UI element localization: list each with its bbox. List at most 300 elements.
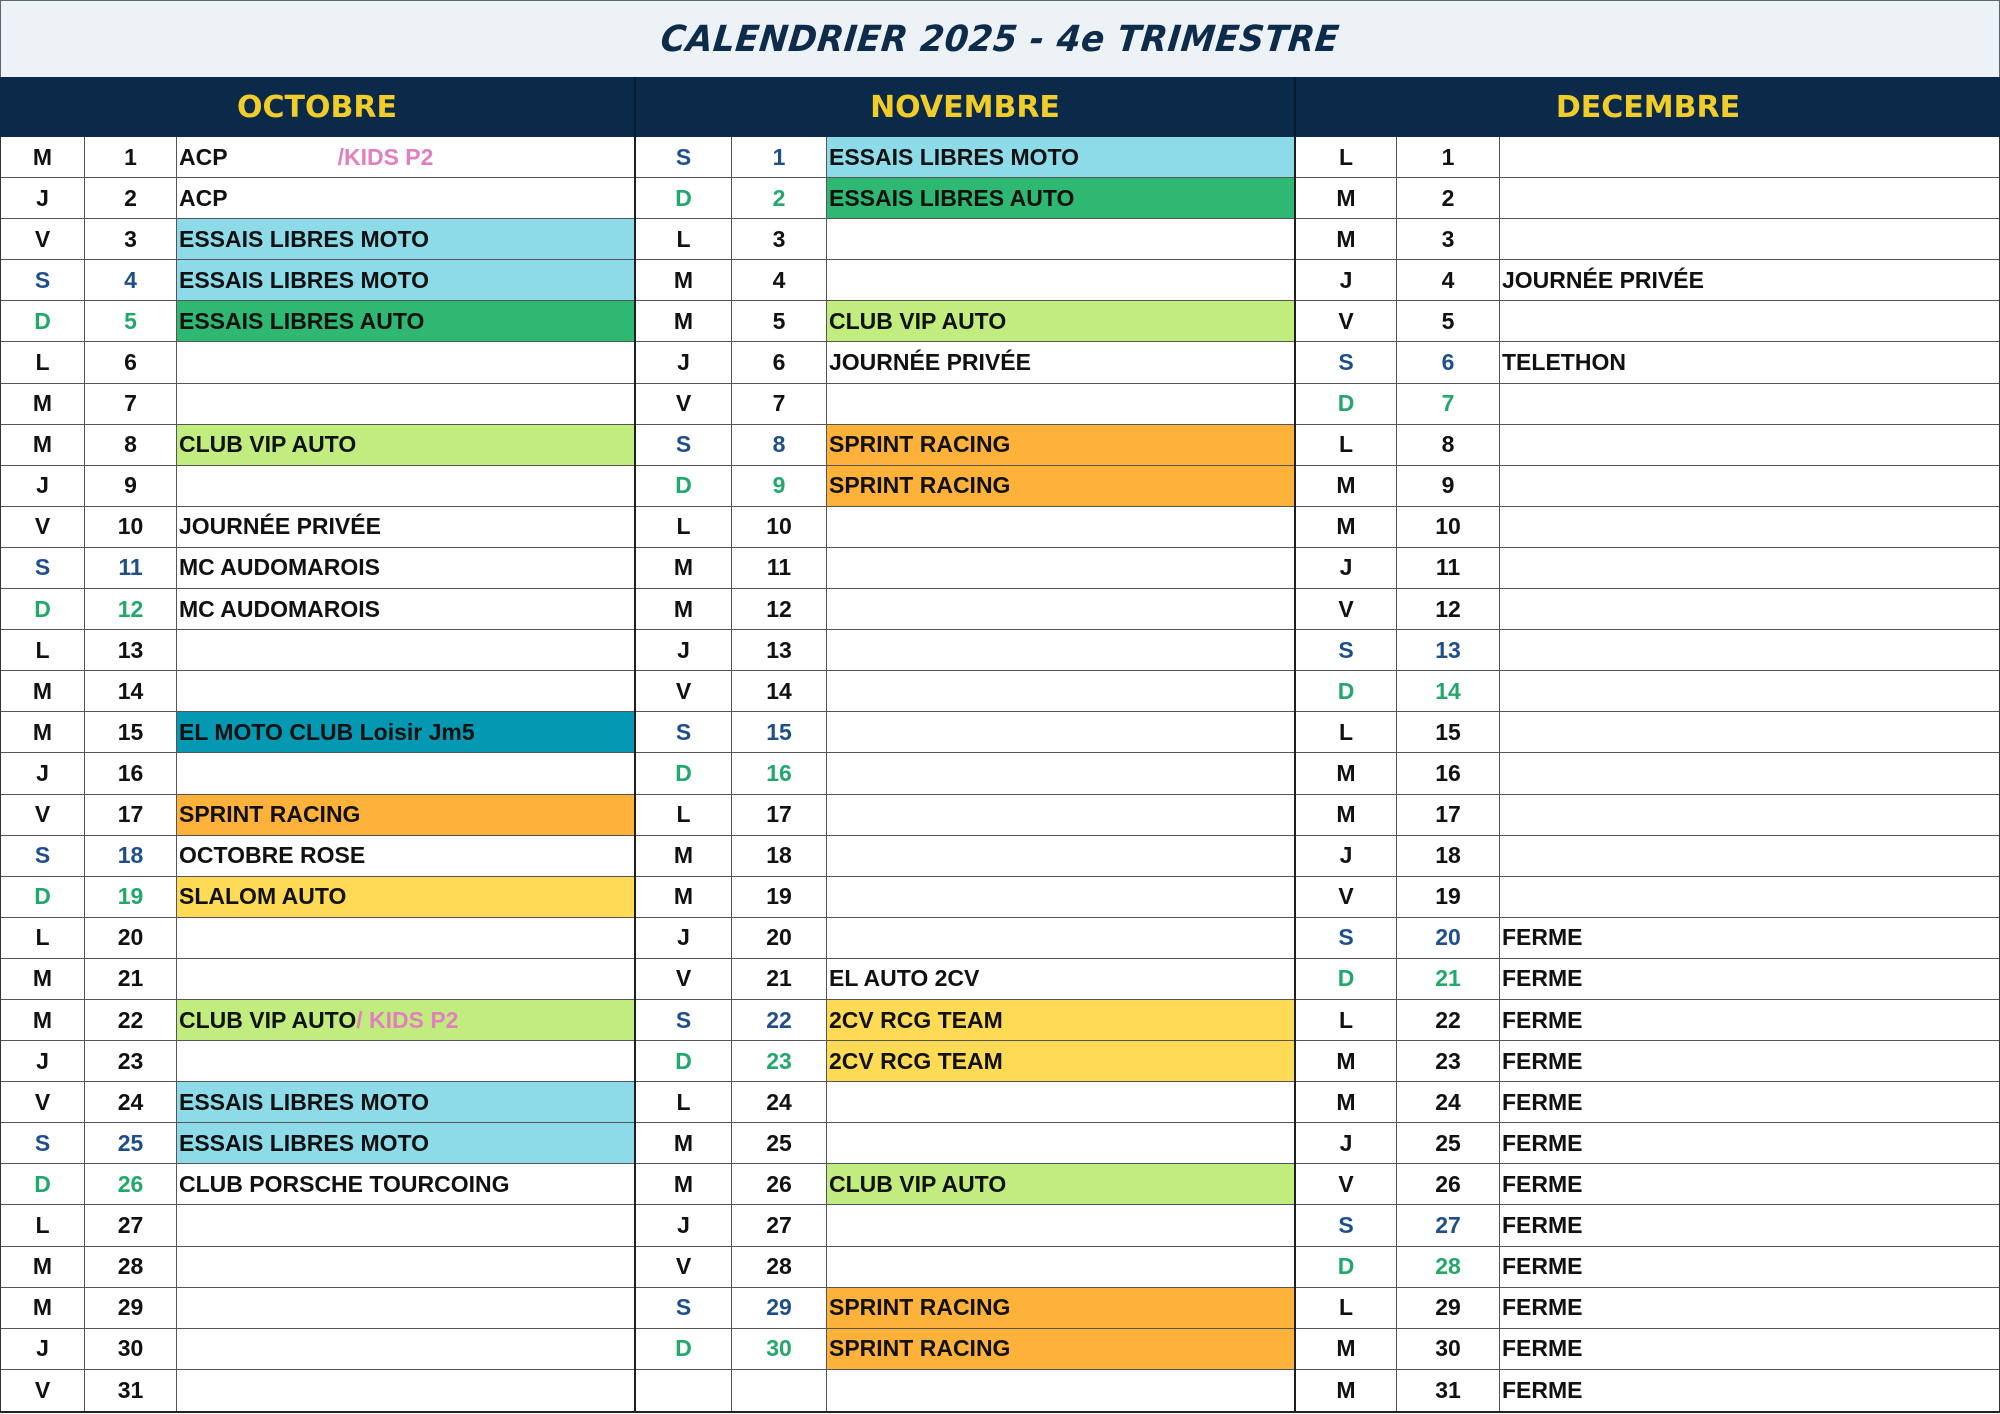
weekday-letter: V [1, 1370, 85, 1411]
day-number: 27 [1397, 1205, 1500, 1245]
event-cell [1500, 1329, 1999, 1369]
event-cell [1500, 712, 1999, 752]
event-label: CLUB VIP AUTO [179, 431, 357, 458]
day-row [1, 507, 634, 548]
weekday-letter: S [636, 425, 732, 465]
weekday-letter: J [1, 466, 85, 506]
weekday-letter: V [1296, 877, 1397, 917]
kids-p2-label: / KIDS P2 [356, 1006, 459, 1033]
day-number: 29 [732, 1288, 827, 1328]
event-cell [827, 384, 1294, 424]
day-number: 2 [1397, 178, 1500, 218]
day-number: 17 [85, 795, 177, 835]
event-cell [827, 1082, 1294, 1122]
day-number: 23 [1397, 1041, 1500, 1081]
weekday-letter: M [1, 712, 85, 752]
event-cell [1500, 589, 1999, 629]
day-number: 8 [1397, 425, 1500, 465]
weekday-letter: L [1296, 1288, 1397, 1328]
weekday-letter: M [1296, 219, 1397, 259]
weekday-letter: V [636, 1247, 732, 1287]
weekday-letter: M [1296, 1370, 1397, 1411]
event-label: EL MOTO CLUB Loisir Jm5 [179, 718, 475, 745]
day-row [1296, 1247, 1999, 1288]
day-row [636, 836, 1294, 877]
event-cell [827, 260, 1294, 300]
weekday-letter: M [1, 425, 85, 465]
event-cell [827, 1000, 1294, 1040]
day-row [1, 1123, 634, 1164]
day-number: 12 [732, 589, 827, 629]
weekday-letter: J [636, 918, 732, 958]
event-cell [827, 1164, 1294, 1204]
event-cell [1500, 137, 1999, 177]
event-label: ESSAIS LIBRES AUTO [179, 307, 425, 334]
event-cell [177, 630, 634, 670]
day-row [1, 1247, 634, 1288]
weekday-letter: D [1296, 1247, 1397, 1287]
event-cell [177, 384, 634, 424]
event-label: OCTOBRE ROSE [179, 842, 366, 869]
day-number: 16 [732, 753, 827, 793]
event-cell [827, 795, 1294, 835]
event-label: FERME [1502, 1088, 1583, 1115]
day-number: 28 [85, 1247, 177, 1287]
day-number: 24 [1397, 1082, 1500, 1122]
day-number: 15 [1397, 712, 1500, 752]
weekday-letter: V [1296, 301, 1397, 341]
day-row [636, 301, 1294, 342]
day-number: 10 [732, 507, 827, 547]
event-label: SPRINT RACING [829, 472, 1011, 499]
weekday-letter: V [1, 1082, 85, 1122]
event-cell [177, 425, 634, 465]
event-cell [177, 836, 634, 876]
month-header-row [0, 77, 2000, 137]
day-number: 3 [732, 219, 827, 259]
event-label: 2CV RCG TEAM [829, 1047, 1003, 1074]
weekday-letter: J [1, 178, 85, 218]
day-row [636, 1000, 1294, 1041]
event-cell [1500, 1000, 1999, 1040]
weekday-letter: S [636, 712, 732, 752]
day-row [1296, 589, 1999, 630]
day-row [1, 1000, 634, 1041]
day-row [1, 630, 634, 671]
kids-p2-label: /KIDS P2 [337, 143, 434, 170]
event-label: SPRINT RACING [829, 431, 1011, 458]
day-row [636, 1082, 1294, 1123]
event-cell [177, 137, 634, 177]
event-cell [177, 1123, 634, 1163]
month-column-octobre [0, 137, 636, 1411]
day-number: 2 [85, 178, 177, 218]
weekday-letter [636, 1370, 732, 1411]
weekday-letter: M [1, 1247, 85, 1287]
day-number: 13 [85, 630, 177, 670]
event-cell [1500, 1123, 1999, 1163]
day-row [1296, 836, 1999, 877]
event-cell [177, 507, 634, 547]
event-cell [177, 178, 634, 218]
event-cell [177, 260, 634, 300]
day-number: 1 [732, 137, 827, 177]
day-row [1, 137, 634, 178]
day-row [636, 1041, 1294, 1082]
day-row [1, 301, 634, 342]
day-number: 5 [732, 301, 827, 341]
day-number: 19 [732, 877, 827, 917]
weekday-letter: M [636, 548, 732, 588]
event-cell [1500, 753, 1999, 793]
weekday-letter: M [1296, 507, 1397, 547]
day-row [636, 1247, 1294, 1288]
weekday-letter: S [1296, 342, 1397, 382]
event-cell [827, 918, 1294, 958]
weekday-letter: M [1, 384, 85, 424]
weekday-letter: V [636, 384, 732, 424]
day-number: 20 [732, 918, 827, 958]
day-number: 11 [732, 548, 827, 588]
event-label: FERME [1502, 1129, 1583, 1156]
weekday-letter: L [1, 342, 85, 382]
weekday-letter: V [1296, 1164, 1397, 1204]
weekday-letter: J [1, 1329, 85, 1369]
day-number: 22 [1397, 1000, 1500, 1040]
weekday-letter: J [1296, 260, 1397, 300]
weekday-letter: M [636, 260, 732, 300]
event-label: SLALOM AUTO [179, 883, 347, 910]
day-number: 11 [85, 548, 177, 588]
event-cell [827, 301, 1294, 341]
weekday-letter: S [1, 1123, 85, 1163]
day-number: 17 [1397, 795, 1500, 835]
day-number: 4 [1397, 260, 1500, 300]
day-number: 15 [85, 712, 177, 752]
event-label: JOURNÉE PRIVÉE [1502, 266, 1704, 293]
event-cell [827, 1205, 1294, 1245]
event-cell [827, 1329, 1294, 1369]
event-cell [827, 1123, 1294, 1163]
day-number: 9 [85, 466, 177, 506]
weekday-letter: M [1, 959, 85, 999]
day-row [1, 671, 634, 712]
weekday-letter: D [1296, 959, 1397, 999]
event-label: JOURNÉE PRIVÉE [179, 513, 381, 540]
event-cell [1500, 836, 1999, 876]
event-label: FERME [1502, 1006, 1583, 1033]
day-number: 7 [85, 384, 177, 424]
day-row [636, 137, 1294, 178]
day-number: 12 [85, 589, 177, 629]
day-number: 23 [85, 1041, 177, 1081]
day-number: 10 [85, 507, 177, 547]
event-cell [827, 753, 1294, 793]
event-label: FERME [1502, 965, 1583, 992]
title-band [0, 0, 2000, 77]
event-cell [827, 342, 1294, 382]
day-number: 15 [732, 712, 827, 752]
event-cell [1500, 466, 1999, 506]
event-cell [1500, 795, 1999, 835]
day-number: 25 [1397, 1123, 1500, 1163]
weekday-letter: J [636, 342, 732, 382]
day-number: 4 [85, 260, 177, 300]
day-row [636, 342, 1294, 383]
day-number: 31 [85, 1370, 177, 1411]
weekday-letter: J [1296, 836, 1397, 876]
weekday-letter: M [1296, 795, 1397, 835]
event-cell [1500, 507, 1999, 547]
weekday-letter: M [1296, 1041, 1397, 1081]
day-row [636, 260, 1294, 301]
weekday-letter: M [1296, 1082, 1397, 1122]
weekday-letter: M [1296, 466, 1397, 506]
day-row [1296, 342, 1999, 383]
event-cell [827, 1247, 1294, 1287]
event-label: FERME [1502, 924, 1583, 951]
day-number: 23 [732, 1041, 827, 1081]
event-cell [827, 630, 1294, 670]
day-row [1296, 671, 1999, 712]
event-cell [827, 712, 1294, 752]
day-number: 30 [85, 1329, 177, 1369]
weekday-letter: M [1296, 178, 1397, 218]
day-row [636, 712, 1294, 753]
day-number: 9 [1397, 466, 1500, 506]
day-number: 8 [732, 425, 827, 465]
event-cell [177, 753, 634, 793]
day-number: 27 [85, 1205, 177, 1245]
day-row [636, 507, 1294, 548]
calendar-grid [0, 137, 2000, 1413]
weekday-letter: J [1, 1041, 85, 1081]
day-number: 25 [732, 1123, 827, 1163]
weekday-letter: D [1, 589, 85, 629]
event-cell [177, 342, 634, 382]
weekday-letter: S [1, 836, 85, 876]
day-row [636, 589, 1294, 630]
day-row [1296, 425, 1999, 466]
weekday-letter: M [636, 301, 732, 341]
event-cell [177, 1205, 634, 1245]
event-cell [827, 425, 1294, 465]
weekday-letter: L [636, 507, 732, 547]
day-row [636, 877, 1294, 918]
day-row [636, 630, 1294, 671]
day-number: 21 [1397, 959, 1500, 999]
day-number: 29 [1397, 1288, 1500, 1328]
day-number: 20 [85, 918, 177, 958]
weekday-letter: L [1, 630, 85, 670]
day-row [1296, 1000, 1999, 1041]
event-cell [827, 219, 1294, 259]
month-header-decembre: DECEMBRE [1555, 89, 1741, 125]
day-number: 8 [85, 425, 177, 465]
day-row [636, 219, 1294, 260]
day-row [1296, 507, 1999, 548]
month-column-novembre [636, 137, 1296, 1411]
day-row [1296, 877, 1999, 918]
day-row [1, 384, 634, 425]
event-cell [827, 589, 1294, 629]
day-number: 9 [732, 466, 827, 506]
page-title: CALENDRIER 2025 - 4e TRIMESTRE [658, 18, 1342, 60]
day-row [636, 918, 1294, 959]
event-label: FERME [1502, 1294, 1583, 1321]
event-cell [827, 137, 1294, 177]
event-label: SPRINT RACING [179, 801, 361, 828]
day-row [1, 1205, 634, 1246]
weekday-letter: S [636, 1000, 732, 1040]
day-row [636, 384, 1294, 425]
day-row [1, 466, 634, 507]
weekday-letter: D [1, 301, 85, 341]
weekday-letter: L [636, 1082, 732, 1122]
day-number: 5 [85, 301, 177, 341]
event-cell [827, 178, 1294, 218]
day-row [1, 753, 634, 794]
event-cell [177, 219, 634, 259]
day-row [1, 548, 634, 589]
day-row [1296, 712, 1999, 753]
day-number: 26 [85, 1164, 177, 1204]
day-number: 28 [1397, 1247, 1500, 1287]
event-cell [827, 507, 1294, 547]
day-row [1, 1041, 634, 1082]
event-cell [827, 466, 1294, 506]
event-label: ESSAIS LIBRES MOTO [179, 266, 430, 293]
weekday-letter: D [1296, 384, 1397, 424]
event-cell [177, 1370, 634, 1411]
day-number: 11 [1397, 548, 1500, 588]
weekday-letter: M [636, 589, 732, 629]
event-cell [827, 836, 1294, 876]
day-row [1296, 1123, 1999, 1164]
day-number: 25 [85, 1123, 177, 1163]
weekday-letter: V [1296, 589, 1397, 629]
day-number: 27 [732, 1205, 827, 1245]
event-cell [1500, 918, 1999, 958]
event-cell [1500, 630, 1999, 670]
weekday-letter: D [636, 178, 732, 218]
day-number: 6 [85, 342, 177, 382]
day-row [636, 425, 1294, 466]
day-row [1, 959, 634, 1000]
event-label: FERME [1502, 1047, 1583, 1074]
day-number: 24 [732, 1082, 827, 1122]
weekday-letter: S [636, 137, 732, 177]
weekday-letter: J [1296, 548, 1397, 588]
day-number: 19 [85, 877, 177, 917]
day-number: 6 [1397, 342, 1500, 382]
event-cell [177, 795, 634, 835]
day-row [636, 1329, 1294, 1370]
event-cell [827, 671, 1294, 711]
event-label: JOURNÉE PRIVÉE [829, 349, 1031, 376]
event-cell [177, 1329, 634, 1369]
event-label: CLUB VIP AUTO [829, 307, 1007, 334]
event-label: ESSAIS LIBRES MOTO [179, 225, 430, 252]
weekday-letter: V [1, 507, 85, 547]
day-row [1296, 260, 1999, 301]
day-row [1, 1329, 634, 1370]
day-row [1296, 1329, 1999, 1370]
day-row [1296, 1288, 1999, 1329]
event-cell [177, 1082, 634, 1122]
event-label: 2CV RCG TEAM [829, 1006, 1003, 1033]
weekday-letter: M [636, 1164, 732, 1204]
event-label: CLUB PORSCHE TOURCOING [179, 1170, 510, 1197]
event-cell [177, 301, 634, 341]
day-number: 12 [1397, 589, 1500, 629]
weekday-letter: J [1296, 1123, 1397, 1163]
event-label: MC AUDOMAROIS [179, 595, 381, 622]
day-number: 3 [85, 219, 177, 259]
weekday-letter: V [1, 795, 85, 835]
weekday-letter: M [636, 1123, 732, 1163]
weekday-letter: D [636, 1329, 732, 1369]
event-cell [177, 671, 634, 711]
event-cell [177, 959, 634, 999]
day-row [1296, 1370, 1999, 1411]
weekday-letter: M [1, 671, 85, 711]
weekday-letter: M [1, 1000, 85, 1040]
weekday-letter: S [1, 260, 85, 300]
day-number: 21 [732, 959, 827, 999]
weekday-letter: M [636, 836, 732, 876]
day-row [1, 342, 634, 383]
event-label: SPRINT RACING [829, 1294, 1011, 1321]
day-number: 20 [1397, 918, 1500, 958]
event-label: ESSAIS LIBRES MOTO [179, 1129, 430, 1156]
event-cell [1500, 1164, 1999, 1204]
event-cell [827, 548, 1294, 588]
day-number: 16 [85, 753, 177, 793]
day-row [636, 753, 1294, 794]
day-row [1296, 384, 1999, 425]
day-row [1296, 959, 1999, 1000]
day-row [636, 1123, 1294, 1164]
day-row [636, 1370, 1294, 1411]
day-number: 18 [1397, 836, 1500, 876]
day-row [1296, 753, 1999, 794]
event-label: ESSAIS LIBRES MOTO [179, 1088, 430, 1115]
day-number [732, 1370, 827, 1411]
weekday-letter: D [636, 753, 732, 793]
event-cell [177, 712, 634, 752]
day-number: 3 [1397, 219, 1500, 259]
event-label: FERME [1502, 1376, 1583, 1403]
day-row [1, 795, 634, 836]
day-row [636, 959, 1294, 1000]
event-label: TELETHON [1502, 349, 1626, 376]
event-label: ACP [179, 184, 228, 211]
event-cell [177, 548, 634, 588]
weekday-letter: L [636, 795, 732, 835]
day-number: 1 [1397, 137, 1500, 177]
event-cell [177, 877, 634, 917]
day-row [1, 918, 634, 959]
day-row [636, 795, 1294, 836]
event-label: ESSAIS LIBRES MOTO [829, 143, 1080, 170]
day-row [1296, 466, 1999, 507]
weekday-letter: M [1296, 1329, 1397, 1369]
day-number: 29 [85, 1288, 177, 1328]
day-number: 18 [85, 836, 177, 876]
day-number: 5 [1397, 301, 1500, 341]
weekday-letter: D [636, 466, 732, 506]
